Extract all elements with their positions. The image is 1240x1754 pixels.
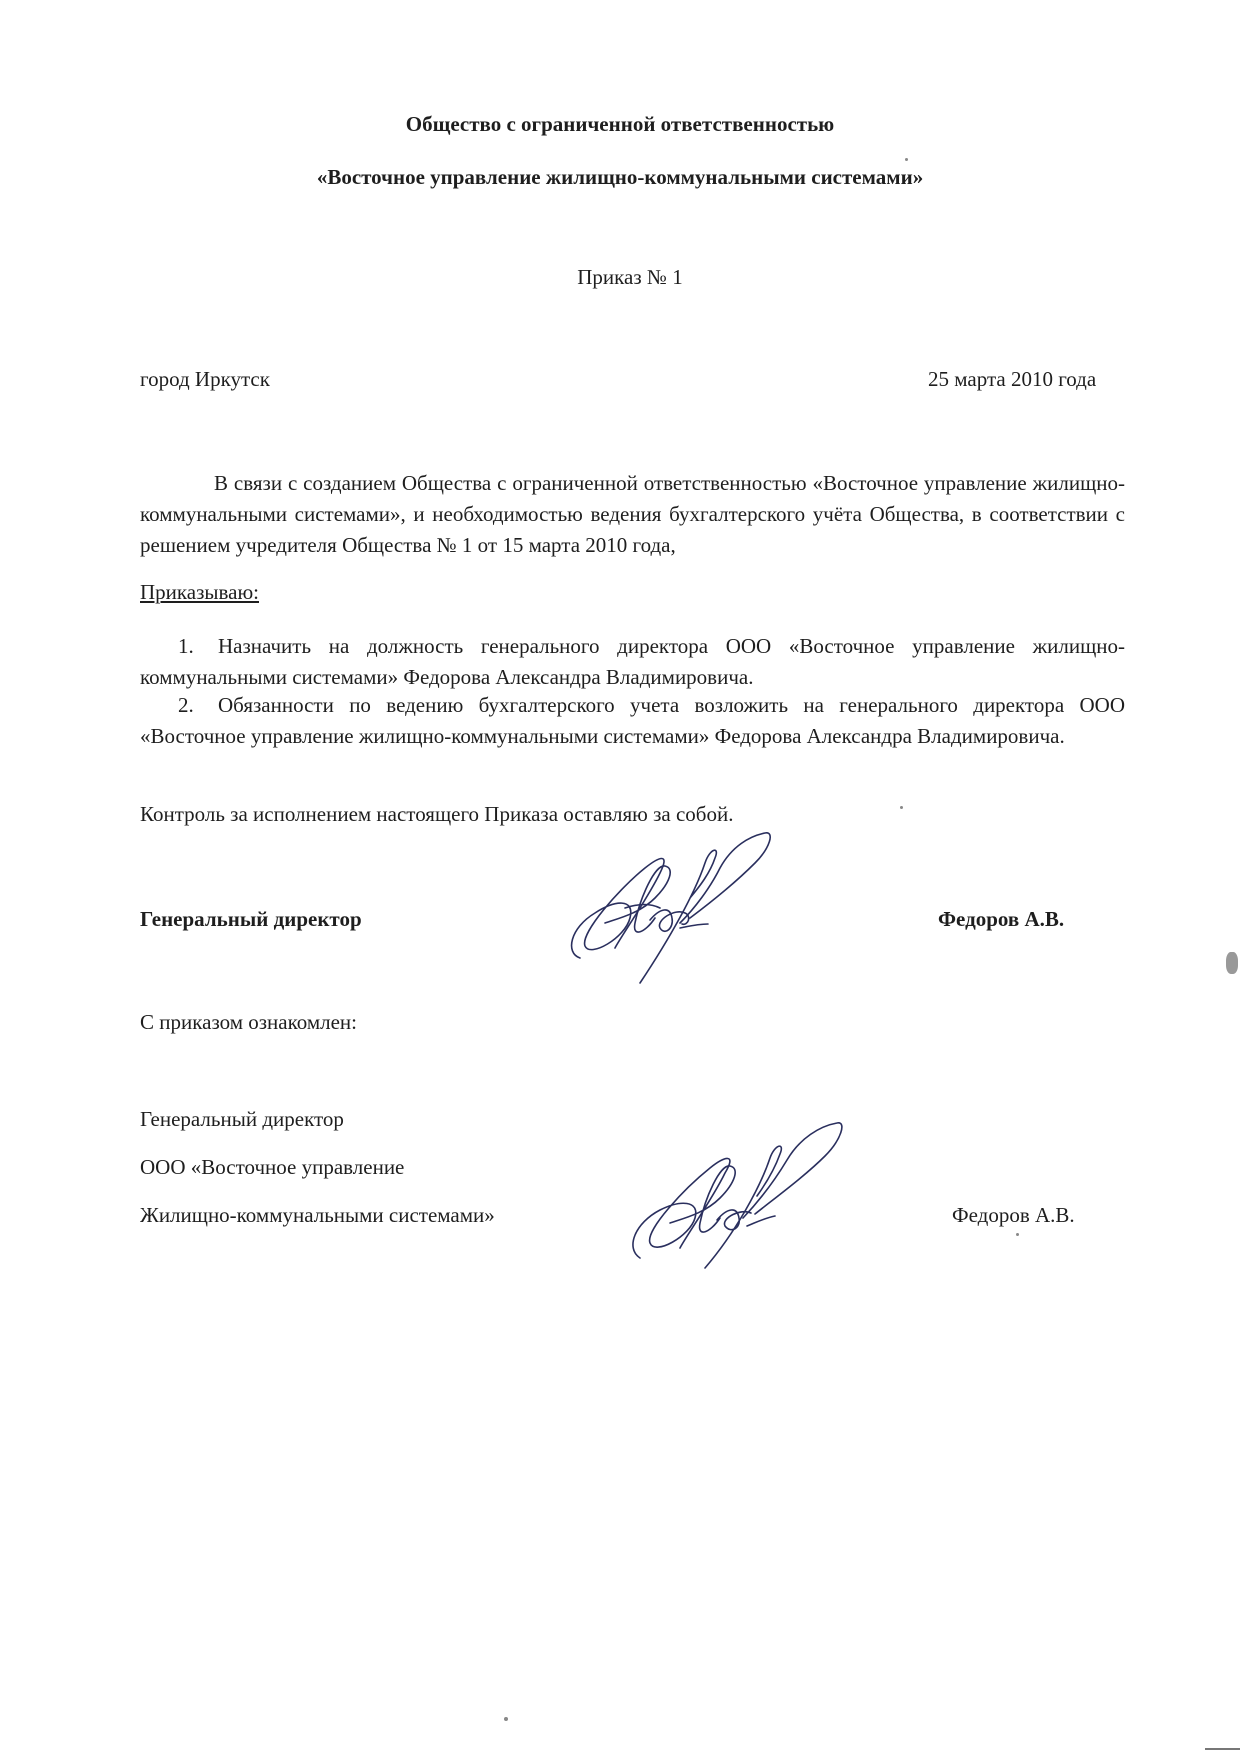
ack-position-line-3: Жилищно-коммунальными системами»	[140, 1203, 495, 1227]
list-item-number: 2.	[178, 693, 194, 717]
signatory-name: Федоров А.В.	[938, 907, 1065, 931]
list-item-text: Обязанности по ведению бухгалтерского учета возложить на генерального директора ООО «Восточное управление жилищно-коммунальными системами» Федорова Александра Владимировича.	[140, 693, 1125, 748]
scan-speck	[504, 1717, 508, 1721]
acknowledgement-caption: С приказом ознакомлен:	[140, 1010, 358, 1034]
list-item	[140, 690, 1125, 752]
preamble-paragraph: В связи с созданием Общества с ограниченной ответственностью «Восточное управление жилищно-коммунальными системами», и необходимостью ведения бухгалтерского учёта Общества, в соответствии с решением учредителя Общества № 1 от 15 марта 2010 года,	[140, 471, 1125, 557]
ack-position-line-1: Генеральный директор	[140, 1107, 344, 1131]
scan-edge-mark	[1205, 1748, 1240, 1750]
list-item-text: Назначить на должность генерального директора ООО «Восточное управление жилищно-коммунальными системами» Федорова Александра Владимировича.	[140, 634, 1125, 689]
org-name-line-2: «Восточное управление жилищно-коммунальными системами»	[316, 165, 924, 189]
order-date: 25 марта 2010 года	[928, 367, 1097, 391]
control-statement: Контроль за исполнением настоящего Приказа оставляю за собой.	[140, 802, 734, 826]
scan-speck	[1016, 1233, 1019, 1236]
signatory-position: Генеральный директор	[140, 907, 362, 931]
ack-name: Федоров А.В.	[952, 1203, 1075, 1227]
order-title: Приказ № 1	[577, 265, 683, 289]
org-name-line-1: Общество с ограниченной ответственностью	[405, 112, 835, 136]
scan-speck	[900, 806, 903, 809]
order-word: Приказываю:	[140, 580, 259, 604]
acknowledgement-signature	[625, 1118, 865, 1278]
order-city: город Иркутск	[140, 367, 270, 391]
director-signature	[560, 828, 820, 988]
list-item	[140, 631, 1125, 693]
list-item-number: 1.	[178, 634, 194, 658]
scan-hole-mark	[1226, 952, 1238, 974]
scan-speck	[905, 158, 908, 161]
ack-position-line-2: ООО «Восточное управление	[140, 1155, 405, 1179]
